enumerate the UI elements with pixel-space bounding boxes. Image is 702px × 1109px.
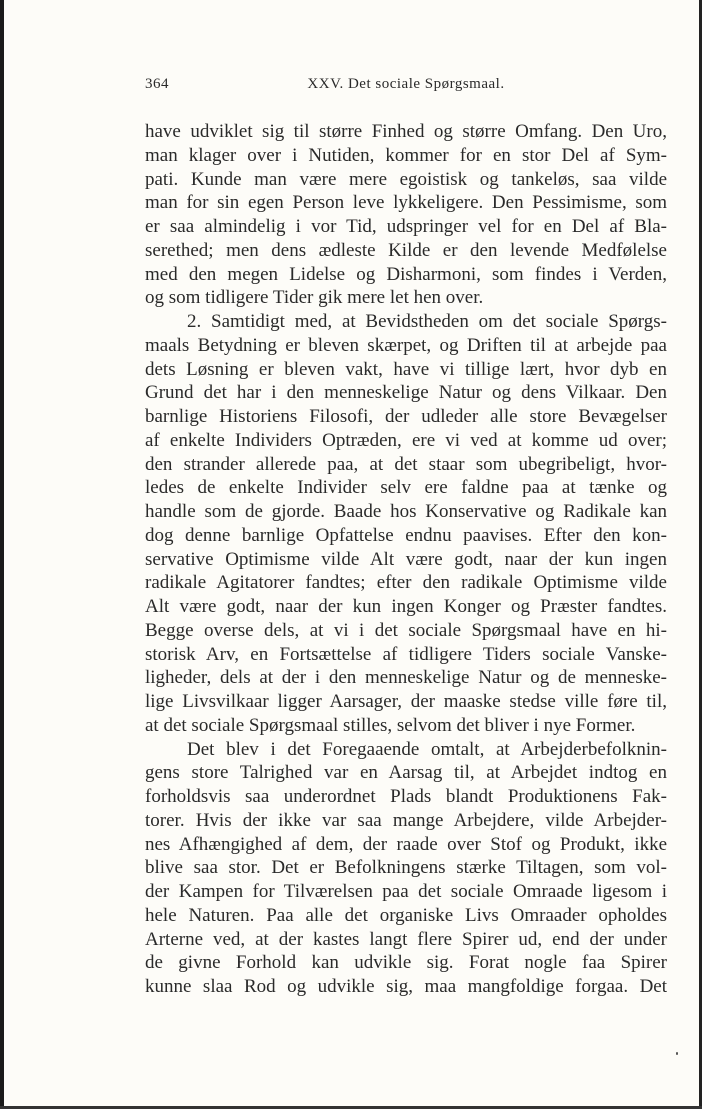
text-line: Arterne ved, at der kastes langt flere Spirer ud, end der under bbox=[145, 928, 667, 950]
text-line: den strander allerede paa, at det staar som ubegribeligt, hvor- bbox=[145, 453, 667, 475]
text-line: radikale Agitatorer fandtes; efter den radikale Optimisme vilde bbox=[145, 572, 667, 594]
text-line: lige Livsvilkaar ligger Aarsager, der maaske stedse ville føre til, bbox=[145, 691, 667, 712]
text-line: storisk Arv, en Fortsættelse af tidligere Tiders sociale Vanske- bbox=[145, 643, 667, 665]
running-head: XXV. Det sociale Spørgsmaal. bbox=[307, 76, 505, 92]
text-line: serethed; men dens ædleste Kilde er den levende Medfølelse bbox=[145, 239, 667, 261]
body-text bbox=[145, 120, 667, 999]
text-line: have udviklet sig til større Finhed og større Omfang. Den Uro, bbox=[145, 121, 667, 142]
text-line: at det sociale Spørgsmaal stilles, selvom det bliver i nye Former. bbox=[145, 714, 636, 736]
text-line: pati. Kunde man være mere egoistisk og tankeløs, saa vilde bbox=[145, 168, 667, 190]
text-line: forholdsvis saa underordnet Plads blandt Produktionens Fak- bbox=[145, 786, 667, 807]
text-line: og som tidligere Tider gik mere let hen over. bbox=[145, 287, 484, 309]
text-line: dog denne barnlige Opfattelse endnu paavises. Efter den kon- bbox=[145, 524, 667, 546]
text-line: handle som de gjorde. Baade hos Konservative og Radikale kan bbox=[145, 501, 667, 522]
text-line: Det blev i det Foregaaende omtalt, at Arbejderbefolknin- bbox=[187, 738, 667, 760]
text-line: kunne slaa Rod og udvikle sig, maa mangfoldige forgaa. Det bbox=[145, 976, 667, 997]
text-line: de givne Forhold kan udvikle sig. Forat nogle faa Spirer bbox=[145, 952, 667, 974]
page-header bbox=[145, 76, 667, 100]
text-line: ledes de enkelte Individer selv ere faldne paa at tænke og bbox=[145, 477, 667, 499]
text-line: hele Naturen. Paa alle det organiske Livs Omraader opholdes bbox=[145, 904, 667, 926]
text-line: servative Optimisme vilde Alt være godt, naar der kun ingen bbox=[145, 548, 667, 570]
scan-speck bbox=[676, 1052, 678, 1055]
text-line: gens store Talrighed var en Aarsag til, at Arbejdet indtog en bbox=[145, 762, 667, 784]
text-line: Alt være godt, naar der kun ingen Konger og Præster fandtes. bbox=[145, 596, 667, 617]
text-line: der Kampen for Tilværelsen paa det sociale Omraade ligesom i bbox=[145, 881, 667, 902]
text-line: nes Afhængighed af dem, der raade over Stof og Produkt, ikke bbox=[145, 833, 667, 855]
text-line: Begge overse dels, at vi i det sociale Spørgsmaal have en hi- bbox=[145, 619, 667, 641]
text-line: man for sin egen Person leve lykkeligere. Den Pessimisme, som bbox=[145, 192, 667, 214]
text-line: torer. Hvis der ikke var saa mange Arbejdere, vilde Arbejder- bbox=[145, 809, 667, 831]
text-line: Grund det har i den menneskelige Natur og dens Vilkaar. Den bbox=[145, 382, 667, 404]
text-line: 2. Samtidigt med, at Bevidstheden om det sociale Spørgs- bbox=[187, 311, 667, 332]
text-line: er saa almindelig i vor Tid, udspringer vel for en Del af Bla- bbox=[145, 216, 667, 237]
page-number: 364 bbox=[145, 76, 169, 92]
text-line: barnlige Historiens Filosofi, der udleder alle store Bevægelser bbox=[145, 406, 667, 427]
scan-edge-left bbox=[0, 0, 4, 1109]
text-line: ligheder, dels at der i den menneskelige Natur og de menneske- bbox=[145, 667, 667, 689]
text-line: af enkelte Individers Optræden, ere vi ved at komme ud over; bbox=[145, 429, 667, 451]
text-line: blive saa stor. Det er Befolkningens stærke Tiltagen, som vol- bbox=[145, 857, 667, 879]
text-line: dets Løsning er bleven vakt, have vi tillige lært, hvor dyb en bbox=[145, 358, 667, 380]
text-line: man klager over i Nutiden, kommer for en stor Del af Sym- bbox=[145, 144, 667, 166]
text-line: maals Betydning er bleven skærpet, og Driften til at arbejde paa bbox=[145, 334, 667, 356]
text-line: med den megen Lidelse og Disharmoni, som findes i Verden, bbox=[145, 263, 667, 285]
